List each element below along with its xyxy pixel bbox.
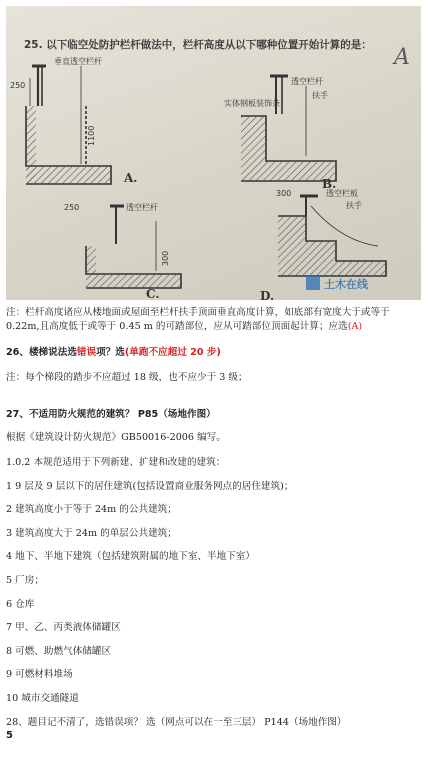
list-item: 8 可燃、助燃气体储罐区 <box>6 646 112 657</box>
list-item: 1 9 层及 9 层以下的居住建筑(包括设置商业服务网点的居住建筑)； <box>6 481 294 492</box>
list-item: 5 厂房； <box>6 575 44 586</box>
label-c-railing: 透空栏杆 <box>126 203 158 212</box>
label-d-railing: 透空栏板 <box>326 189 358 198</box>
question-text: 25. 以下临空处防护栏杆做法中，栏杆高度从以下哪种位置开始计算的是： <box>24 39 372 51</box>
q26-middle: 项？选 <box>96 347 125 358</box>
question-27: 27、不适用防火规范的建筑？ P85（场地作图） <box>6 409 216 420</box>
watermark-text: 土木在线 <box>324 278 368 291</box>
note-25-text: 注：栏杆高度诸应从楼地面或屋面至栏杆扶手顶面垂直高度计算，如底部有宽度大于或等于 0.22m,且高度低于或等于 0.45 m 的可踏部位，应从可踏部位顶面起计算；应选 <box>6 307 390 332</box>
label-b-wall: 实体钢板装饰条 <box>224 99 280 108</box>
note-25-answer: (A) <box>347 321 363 332</box>
q26-highlight: 错误 <box>76 347 97 358</box>
label-a-250: 250 <box>10 81 26 90</box>
list-item: 10 城市交通隧道 <box>6 693 79 704</box>
label-d-300: 300 <box>276 189 292 198</box>
label-c-letter: C. <box>146 287 160 300</box>
note-26: 注：每个梯段的踏步不应超过 18 级，也不应少于 3 级； <box>6 372 248 383</box>
label-d-cap: 扶手 <box>346 201 362 210</box>
list-item: 6 仓库 <box>6 599 35 610</box>
q26-prefix: 26、楼梯说法选 <box>6 347 77 358</box>
label-b-letter: B. <box>322 177 337 191</box>
clause-1-0-2: 1.0.2 本规范适用于下列新建、扩建和改建的建筑： <box>6 457 226 468</box>
label-b-cap: 扶手 <box>312 91 328 100</box>
note-25 <box>6 306 426 334</box>
question-26 <box>6 346 426 360</box>
list-item: 7 甲、乙、丙类液体储罐区 <box>6 622 121 633</box>
label-a-railing: 垂直透空栏杆 <box>54 57 102 66</box>
watermark <box>306 276 369 291</box>
figure-a <box>26 66 111 184</box>
label-d-letter: D. <box>260 289 275 300</box>
code-basis: 根据《建筑设计防火规范》GB50016-2006 编写。 <box>6 432 226 443</box>
q26-answer: (单跑不应超过 20 步) <box>124 347 221 358</box>
question-photo <box>6 6 421 300</box>
list-item: 4 地下、半地下建筑（包括建筑附属的地下室、半地下室） <box>6 551 255 562</box>
list-item: 3 建筑高度大于 24m 的单层公共建筑； <box>6 528 177 539</box>
label-c-250: 250 <box>64 203 80 212</box>
list-item: 2 建筑高度小于等于 24m 的公共建筑； <box>6 504 177 515</box>
label-b-railing: 透空栏杆 <box>291 77 323 86</box>
handwritten-mark: A <box>394 45 410 70</box>
label-a-1100: 1100 <box>87 125 96 146</box>
figure-c <box>86 206 181 288</box>
figure-d <box>278 196 386 276</box>
list-item: 9 可燃材料堆场 <box>6 669 73 680</box>
page-number: 5 <box>6 730 13 741</box>
label-c-300: 300 <box>161 250 170 266</box>
question-28: 28、题目记不清了，选错误项？ 选（网点可以在一至三层） P144（场地作图） <box>6 717 347 728</box>
label-a-letter: A. <box>124 171 138 185</box>
